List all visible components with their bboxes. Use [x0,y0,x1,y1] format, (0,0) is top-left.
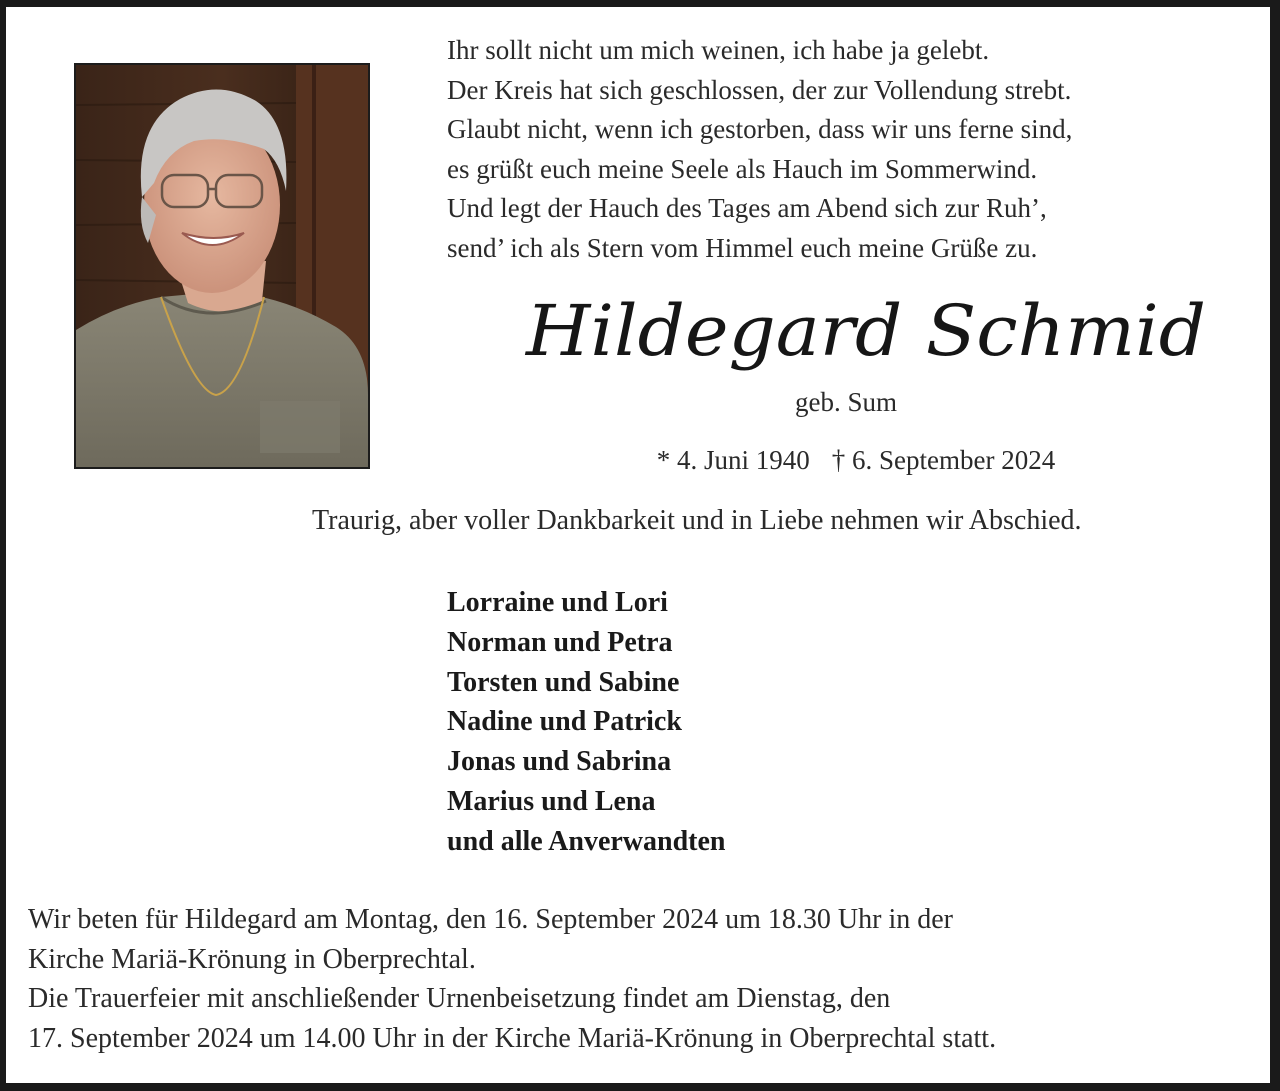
poem-line: Der Kreis hat sich geschlossen, der zur Vollendung strebt. [447,74,1072,105]
service-line: Kirche Mariä-Krönung in Oberprechtal. [28,943,476,975]
service-line: Wir beten für Hildegard am Montag, den 16. September 2024 um 18.30 Uhr in der [28,904,953,935]
mourner-entry: Jonas und Sabrina [447,746,672,778]
mourner-entry: Marius und Lena [447,785,656,817]
birth-date: * 4. Juni 1940 [656,445,810,475]
service-line: 17. September 2024 um 14.00 Uhr in der Kirche Mariä-Krönung in Oberprechtal statt. [28,1022,997,1054]
life-dates [546,445,1166,476]
poem-line: es grüßt euch meine Seele als Hauch im Sommerwind. [447,153,1038,184]
memorial-poem [447,31,1267,268]
portrait-photo [74,63,370,469]
obituary-card [6,7,1270,1083]
poem-line: Und legt der Hauch des Tages am Abend sich zur Ruh’, [447,193,1047,223]
mourner-entry: Torsten und Sabine [447,666,680,698]
mourner-entry: und alle Anverwandten [447,825,726,857]
mourner-entry: Norman und Petra [447,626,673,658]
deceased-name-text: Hildegard Schmid [523,290,1206,372]
farewell-line: Traurig, aber voller Dankbarkeit und in Liebe nehmen wir Abschied. [312,505,1082,536]
poem-line: Glaubt nicht, wenn ich gestorben, dass wir uns ferne sind, [447,114,1073,144]
deceased-name [506,289,1226,379]
mourners-list [447,583,726,862]
mourner-entry: Lorraine und Lori [447,587,668,618]
mourner-entry: Nadine und Patrick [447,706,682,738]
poem-line: Ihr sollt nicht um mich weinen, ich habe ja gelebt. [447,35,990,65]
service-details [28,900,1258,1058]
death-date: † 6. September 2024 [831,445,1056,475]
poem-line: send’ ich als Stern vom Himmel euch meine Grüße zu. [447,232,1038,263]
service-line: Die Trauerfeier mit anschließender Urnenbeisetzung findet am Dienstag, den [28,983,891,1014]
birth-name: geb. Sum [794,387,897,417]
